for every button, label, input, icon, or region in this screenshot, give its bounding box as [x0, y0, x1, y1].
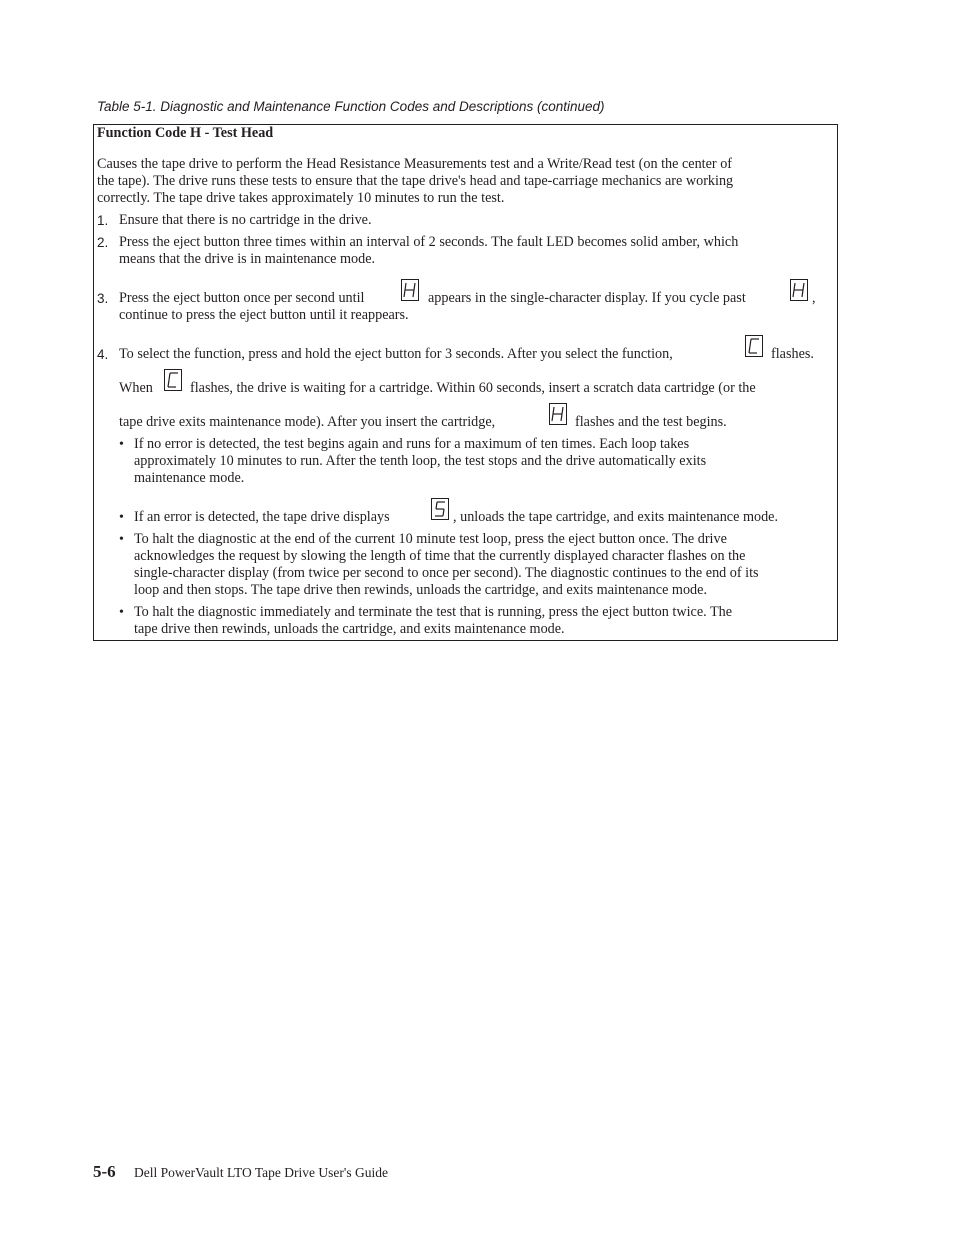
seven-segment-5-icon — [431, 498, 449, 520]
intro-line-1: Causes the tape drive to perform the Head Resistance Measurements test and a Write/Read test (on the center of — [97, 156, 733, 172]
bullet-4-line-2: tape drive then rewinds, unloads the cartridge, and exits maintenance mode. — [134, 621, 565, 637]
step-3-text-b: appears in the single-character display. If you cycle past — [428, 290, 746, 306]
bullet-3-mark: • — [119, 532, 124, 547]
bullet-2-mark: • — [119, 510, 124, 525]
bullet-3-line-3: single-character display (from twice per second to once per second). The diagnostic continues to the end of its — [134, 565, 759, 581]
step-3-number: 3. — [97, 291, 109, 306]
seven-segment-C-icon — [164, 369, 182, 391]
step-2-number: 2. — [97, 235, 109, 250]
function-heading: Function Code H - Test Head — [97, 125, 274, 141]
seven-segment-H-icon — [401, 279, 419, 301]
bullet-2-text-a: If an error is detected, the tape drive displays — [134, 509, 390, 525]
seven-segment-C-icon — [745, 335, 763, 357]
intro-line-3: correctly. The tape drive takes approximately 10 minutes to run the test. — [97, 190, 505, 206]
bullet-3-line-4: loop and then stops. The tape drive then rewinds, unloads the cartridge, and exits maintenance mode. — [134, 582, 707, 598]
bullet-2-text-b: , unloads the tape cartridge, and exits maintenance mode. — [453, 509, 779, 525]
step-3-text-a: Press the eject button once per second until — [119, 290, 365, 306]
bullet-1-line-2: approximately 10 minutes to run. After the tenth loop, the test stops and the drive automatically exits — [134, 453, 707, 469]
step-4-text-e: tape drive exits maintenance mode). After you insert the cartridge, — [119, 414, 496, 430]
intro-line-2: the tape). The drive runs these tests to ensure that the tape drive's head and tape-carriage mechanics are working — [97, 173, 734, 189]
step-3-comma: , — [812, 290, 816, 306]
step-2-text-line-2: means that the drive is in maintenance mode. — [119, 251, 376, 267]
step-4-text-b: flashes. — [771, 346, 814, 362]
bullet-3-line-1: To halt the diagnostic at the end of the current 10 minute test loop, press the eject button once. The drive — [134, 531, 727, 547]
footer-title: Dell PowerVault LTO Tape Drive User's Guide — [134, 1165, 388, 1180]
bullet-4-mark: • — [119, 605, 124, 620]
seven-segment-H-icon — [549, 403, 567, 425]
step-4-text-f: flashes and the test begins. — [575, 414, 727, 430]
seven-segment-H-icon — [790, 279, 808, 301]
step-4-text-c: When — [119, 380, 153, 396]
bullet-3-line-2: acknowledges the request by slowing the length of time that the currently displayed character flashes on the — [134, 548, 746, 564]
table-caption: Table 5-1. Diagnostic and Maintenance Function Codes and Descriptions (continued) — [97, 99, 605, 114]
step-4-text-a: To select the function, press and hold the eject button for 3 seconds. After you select the function, — [119, 346, 673, 362]
bullet-1-line-3: maintenance mode. — [134, 470, 245, 486]
step-3-text-c: continue to press the eject button until it reappears. — [119, 307, 409, 323]
page-number: 5-6 — [93, 1162, 116, 1181]
step-1-number: 1. — [97, 213, 109, 228]
bullet-1-mark: • — [119, 437, 124, 452]
step-4-number: 4. — [97, 347, 109, 362]
step-1-text: Ensure that there is no cartridge in the drive. — [119, 212, 372, 228]
step-4-text-d: flashes, the drive is waiting for a cartridge. Within 60 seconds, insert a scratch data cartridge (or the — [190, 380, 756, 396]
step-2-text-line-1: Press the eject button three times within an interval of 2 seconds. The fault LED becomes solid amber, which — [119, 234, 739, 250]
bullet-1-line-1: If no error is detected, the test begins again and runs for a maximum of ten times. Each loop takes — [134, 436, 690, 452]
bullet-4-line-1: To halt the diagnostic immediately and terminate the test that is running, press the eject button twice. The — [134, 604, 733, 620]
